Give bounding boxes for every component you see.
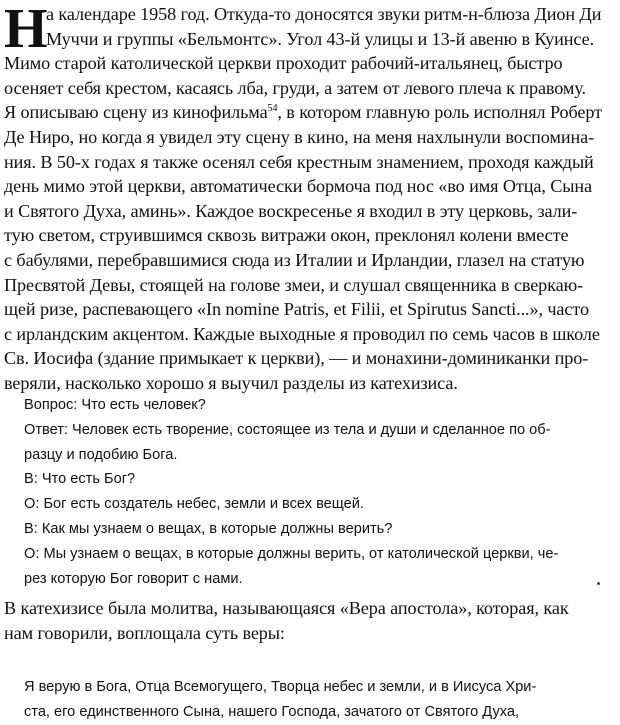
text-line: Мимо старой католической церкви проходит рабочий-итальянец, быстро bbox=[4, 53, 563, 74]
text-line: и Святого Духа, аминь». Каждое воскресенье я входил в эту церковь, зали- bbox=[4, 200, 578, 221]
catechism-block bbox=[24, 393, 600, 591]
catechism-line: Ответ: Человек есть творение, состоящее из тела и души и сделанное по об- bbox=[24, 421, 551, 438]
catechism-line: В: Как мы узнаем о вещах, в которые должны верить? bbox=[24, 520, 393, 537]
catechism-line: О: Бог есть создатель небес, земли и всех вещей. bbox=[24, 496, 364, 513]
text-fragment: Я описываю сцену из кинофильма bbox=[4, 102, 268, 123]
text-line: щей ризе, распевающего «In nomine Patris, et Filii, et Spirutus Sancti...», часто bbox=[4, 299, 589, 320]
prayer-line: ста, его единственного Сына, нашего Господа, зачатого от Святого Духа, bbox=[24, 703, 520, 720]
intro-paragraph bbox=[4, 2, 616, 396]
text-line: с ирландским акцентом. Каждые выходные я проводил по семь часов в школе bbox=[4, 323, 600, 344]
drop-cap: Н bbox=[4, 0, 48, 60]
middle-paragraph bbox=[4, 596, 616, 645]
text-line: тую светом, струившимся сквозь витражи окон, преклонял колени вместе bbox=[4, 225, 569, 246]
text-line: Пресвятой Девы, стоящей на голове змеи, и слушал священника в сверкаю- bbox=[4, 274, 584, 295]
text-line: В катехизисе была молитва, называющаяся «Вера апостола», которая, как bbox=[4, 598, 569, 618]
print-speck bbox=[597, 582, 600, 585]
text-line: Муччи и группы «Бельмонтс». Угол 43-й улицы и 13-й авеню в Куинсе. bbox=[46, 28, 595, 49]
text-fragment: , в котором главную роль исполнял Роберт bbox=[277, 102, 602, 123]
catechism-line: разцу и подобию Бога. bbox=[24, 446, 178, 463]
text-line: день мимо этой церкви, автоматически бормоча под нос «во имя Отца, Сына bbox=[4, 176, 592, 197]
text-line: ния. В 50-х годах я также осенял себя крестным знамением, проходя каждый bbox=[4, 151, 594, 172]
text-line: Св. Иосифа (здание примыкает к церкви), — и монахини-доминиканки про- bbox=[4, 348, 589, 369]
text-line: с бабулями, перебравшимися сюда из Италии и Ирландии, глазел на статую bbox=[4, 249, 585, 270]
catechism-line: Вопрос: Что есть человек? bbox=[24, 397, 206, 413]
catechism-line: В: Что есть Бог? bbox=[24, 471, 136, 488]
footnote-ref[interactable]: 54 bbox=[267, 103, 278, 115]
catechism-line: О: Мы узнаем о вещах, в которые должны верить, от католической церкви, че- bbox=[24, 545, 559, 562]
text-line: нам говорили, воплощала суть веры: bbox=[4, 622, 285, 643]
text-line: а календаре 1958 год. Откуда-то доносятся звуки ритм-н-блюза Дион Ди bbox=[46, 4, 602, 24]
text-line bbox=[4, 100, 616, 125]
text-line: Де Ниро, но когда я увидел эту сцену в кино, на меня нахлынули воспомина- bbox=[4, 126, 595, 147]
text-line: веряли, насколько хорошо я выучил разделы из катехизиса. bbox=[4, 372, 458, 393]
text-line: осеняет себя крестом, касаясь лба, груди, а затем от левого плеча к правому. bbox=[4, 77, 586, 98]
catechism-line: рез которую Бог говорит с нами. bbox=[24, 570, 243, 587]
prayer-line: Я верую в Бога, Отца Всемогущего, Творца небес и земли, и в Иисуса Хри- bbox=[24, 679, 537, 695]
prayer-block bbox=[24, 675, 600, 725]
